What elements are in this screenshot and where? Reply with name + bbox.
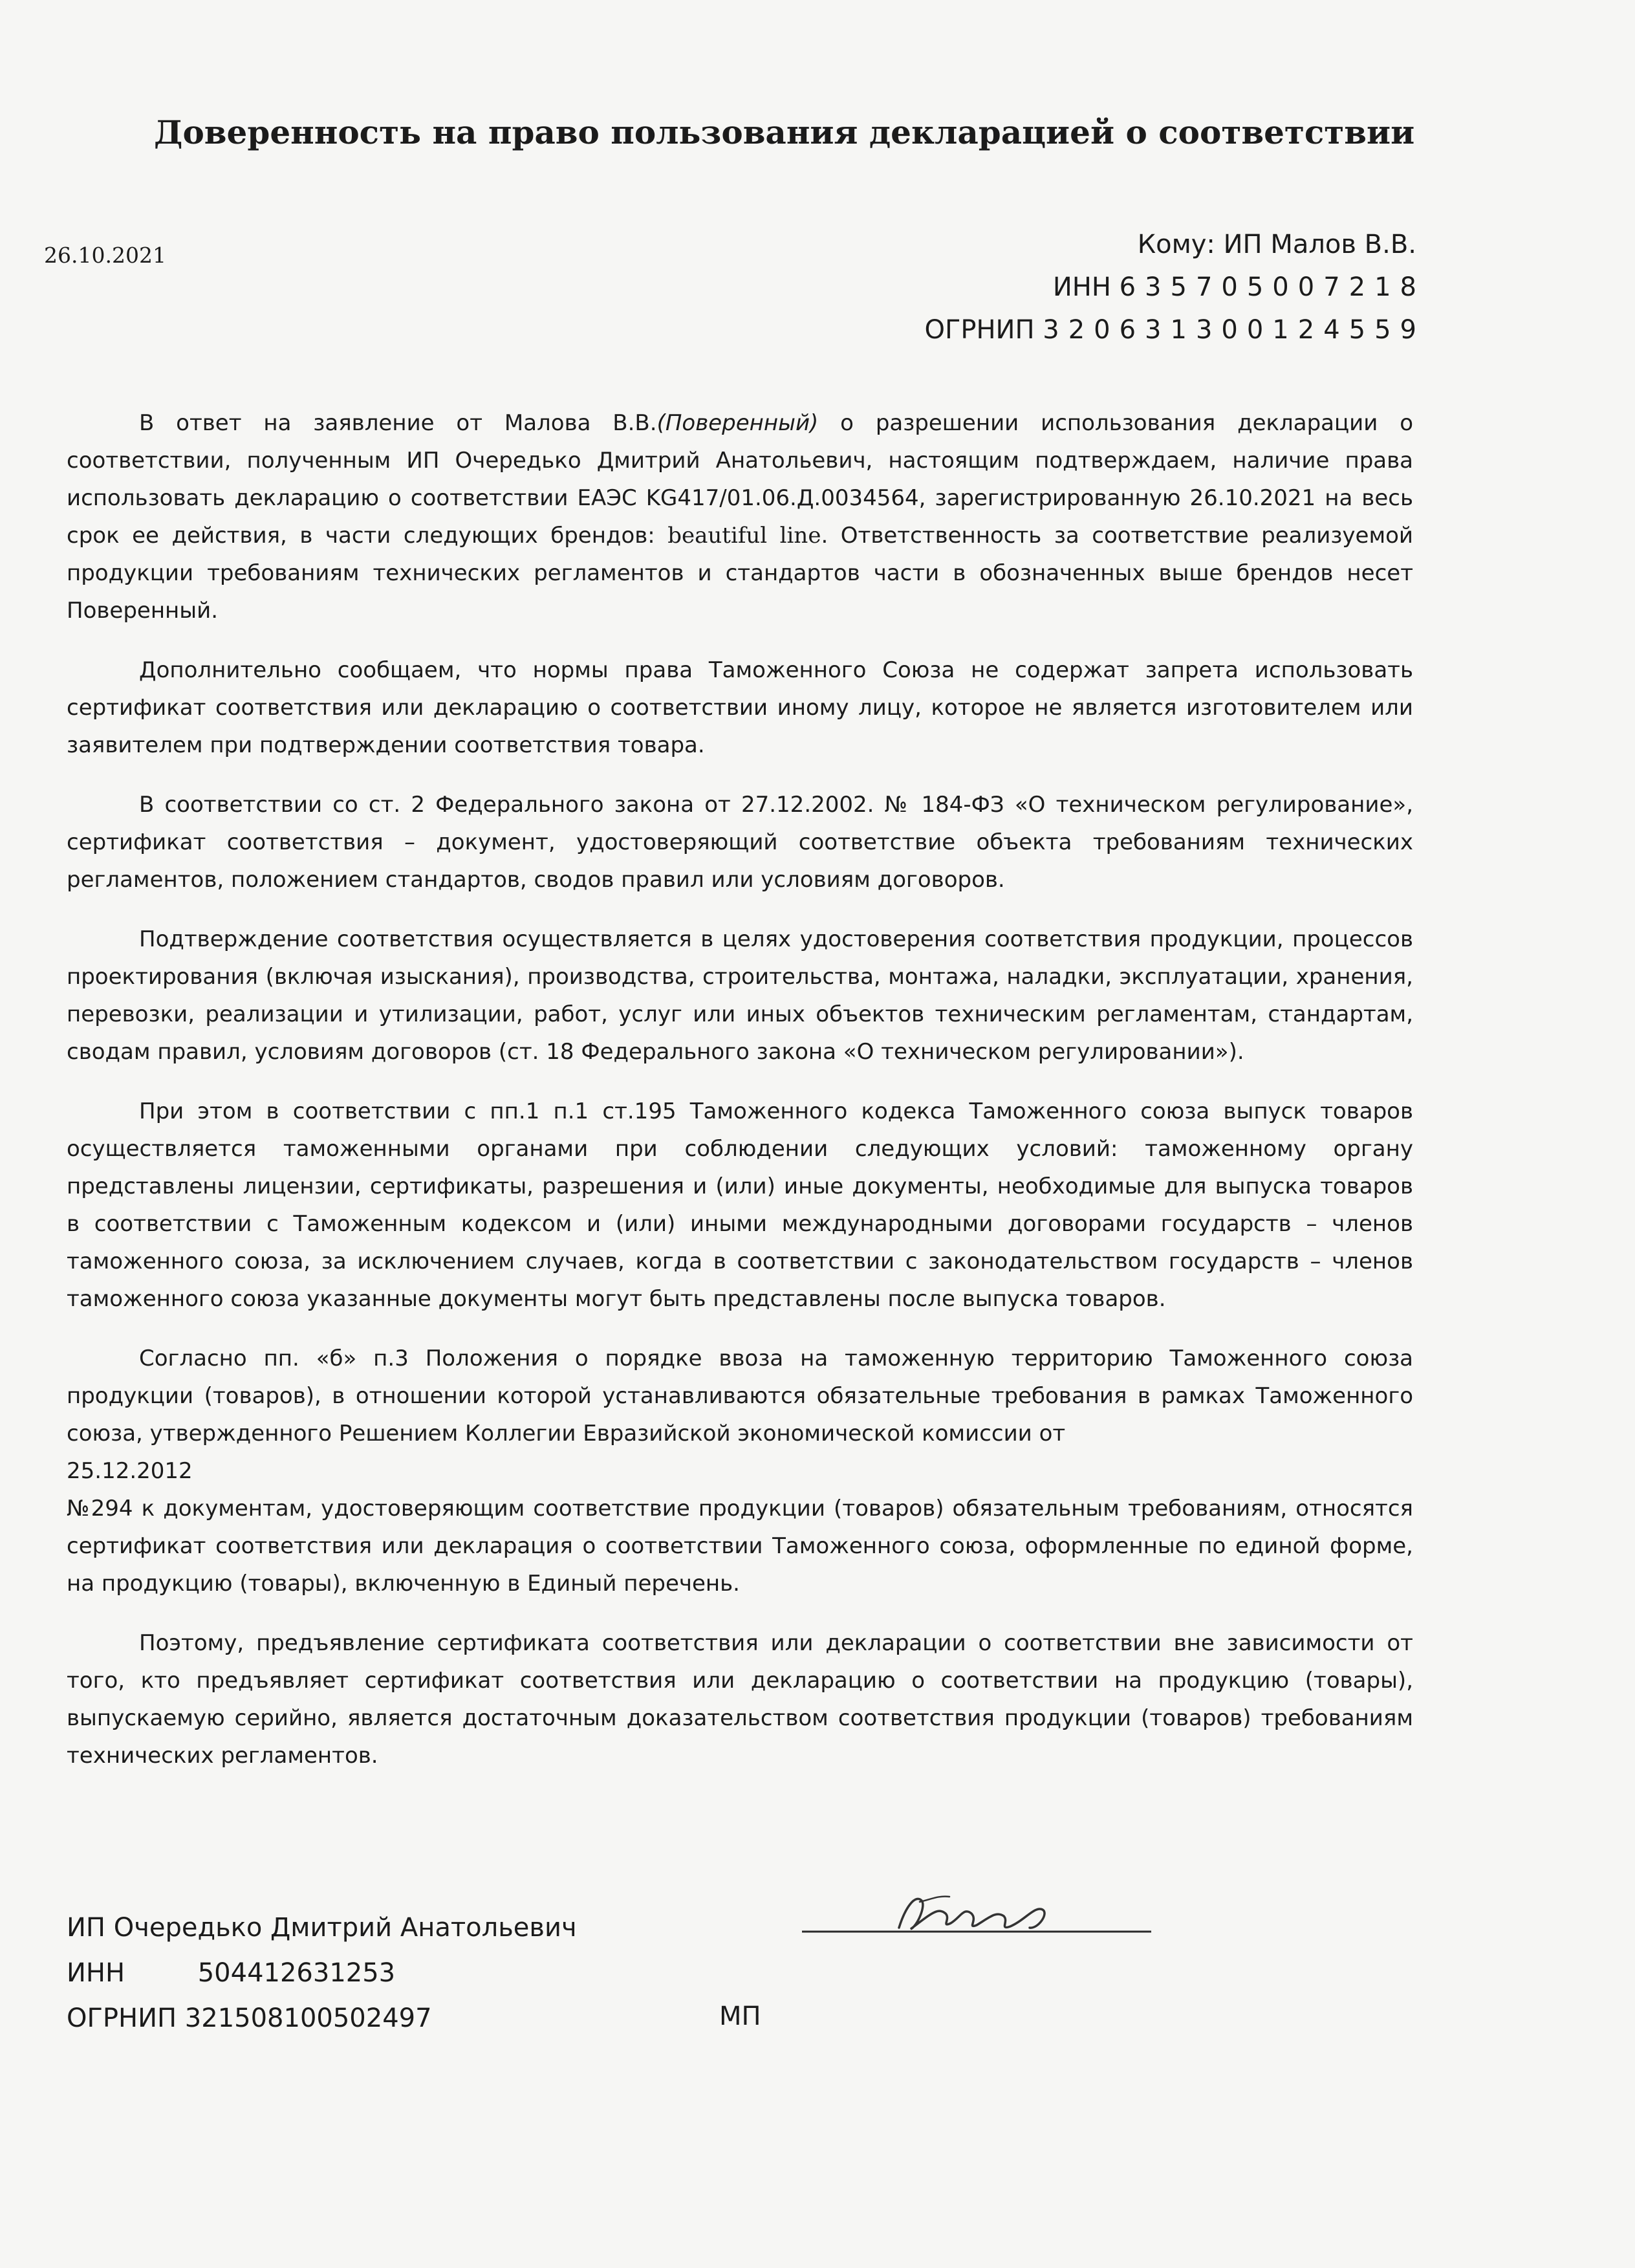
paragraph-6-part-b: 25.12.2012 (67, 1458, 193, 1484)
recipient-inn-label: ИНН (1052, 272, 1111, 302)
issuer-ogrnip-value: 321508100502497 (184, 2003, 432, 2033)
paragraph-1-brand: beautiful line (667, 523, 821, 549)
recipient-ogrnip-value: 320631300124559 (1043, 315, 1425, 345)
paragraph-1-attorney-note: (Поверенный) (656, 410, 819, 436)
paragraph-5: При этом в соответствии с пп.1 п.1 ст.195 Таможенного кодекса Таможенного союза выпуск товаров осуществляется таможенными органами при соблюдении следующих условий: таможенному органу представлены лицензии, сертификаты, разрешения и (или) иные документы, необходимые для выпуска товаров в соответствии с Таможенным кодексом и (или) иными международными договорами государств – членов таможенного союза, за исключением случаев, когда в соответствии с законодательством государств – членов таможенного союза указанные документы могут быть представлены после выпуска товаров. (67, 1098, 1413, 1312)
issuer-ogrnip-label: ОГРНИП (67, 2003, 177, 2033)
issuer-ogrnip-row (67, 1996, 577, 2041)
paragraph-2: Дополнительно сообщаем, что нормы права Таможенного Союза не содержат запрета использовать сертификат соответствия или декларацию о соответствии иному лицу, которое не является изготовителем или заявителем при подтверждении соответствия товара. (67, 657, 1413, 758)
paragraph-1-part-c: . Ответственность за соответствие реализуемой продукции требованиям технических регламентов и стандартов части в обозначенных выше брендов несет Поверенный. (67, 523, 1413, 624)
recipient-inn-row (770, 266, 1425, 309)
paragraph-7: Поэтому, предъявление сертификата соответствия или декларации о соответствии вне зависимости от того, кто предъявляет сертификат соответствия или декларацию о соответствии на продукцию (товары), выпускаемую серийно, является достаточным доказательством соответствия продукции (товаров) требованиям технических регламентов. (67, 1630, 1413, 1769)
recipient-ogrnip-row (770, 309, 1425, 351)
issuer-name-row (67, 1905, 577, 1950)
paragraph-1-part-b: о разрешении использования декларации о соответствии, полученным ИП Очередько Дмитрий Анатольевич, настоящим подтверждаем, наличие права использовать декларацию о соответствии ЕАЭС KG417/01.06.Д.0034564, зарегистрированную 26.10.2021 на весь срок ее действия, в части следующих брендов: (67, 410, 1413, 549)
recipient-inn-value: 635705007218 (1119, 272, 1425, 302)
paragraph-1 (67, 404, 1413, 629)
issuer-block (67, 1905, 577, 2041)
document-date: 26.10.2021 (44, 243, 166, 268)
issuer-inn-label: ИНН (67, 1958, 125, 1988)
issuer-inn-value: 504412631253 (197, 1958, 396, 1988)
paragraph-1-part-a: В ответ на заявление от Малова В.В. (139, 410, 657, 436)
issuer-ip-label: ИП (67, 1913, 105, 1943)
paragraph-6-part-a: Согласно пп. «б» п.3 Положения о порядке ввоза на таможенную территорию Таможенного союза продукции (товаров), в отношении которой устанавливаются обязательные требования в рамках Таможенного союза, утвержденного Решением Коллегии Евразийской экономической комиссии от (67, 1346, 1413, 1446)
issuer-ip-name: Очередько Дмитрий Анатольевич (113, 1913, 577, 1943)
paragraph-6-part-c: №294 к документам, удостоверяющим соответствие продукции (товаров) обязательным требованиям, относятся сертификат соответствия или декларация о соответствии Таможенного союза, оформленные по единой форме, на продукцию (товары), включенную в Единый перечень. (67, 1496, 1413, 1597)
paragraph-4: Подтверждение соответствия осуществляется в целях удостоверения соответствия продукции, процессов проектирования (включая изыскания), производства, строительства, монтажа, наладки, эксплуатации, хранения, перевозки, реализации и утилизации, работ, услуг или иных объектов техническим регламентам, стандартам, сводам правил, условиям договоров (ст. 18 Федерального закона «О техническом регулировании»). (67, 926, 1413, 1065)
paragraph-3: В соответствии со ст. 2 Федерального закона от 27.12.2002. № 184-ФЗ «О техническом регулирование», сертификат соответствия – документ, удостоверяющий соответствие объекта требованиям технических регламентов, положением стандартов, сводов правил или условиям договоров. (67, 792, 1413, 893)
recipient-ogrnip-label: ОГРНИП (924, 315, 1035, 345)
stamp-label: МП (719, 2001, 761, 2031)
document-title: Доверенность на право пользования декларацией о соответствии (154, 113, 1415, 151)
issuer-inn-row (67, 1950, 577, 1996)
document-body (67, 404, 1413, 1796)
handwritten-signature (802, 1888, 1151, 1959)
recipient-block (770, 223, 1425, 351)
recipient-to: Кому: ИП Малов В.В. (1137, 230, 1416, 259)
